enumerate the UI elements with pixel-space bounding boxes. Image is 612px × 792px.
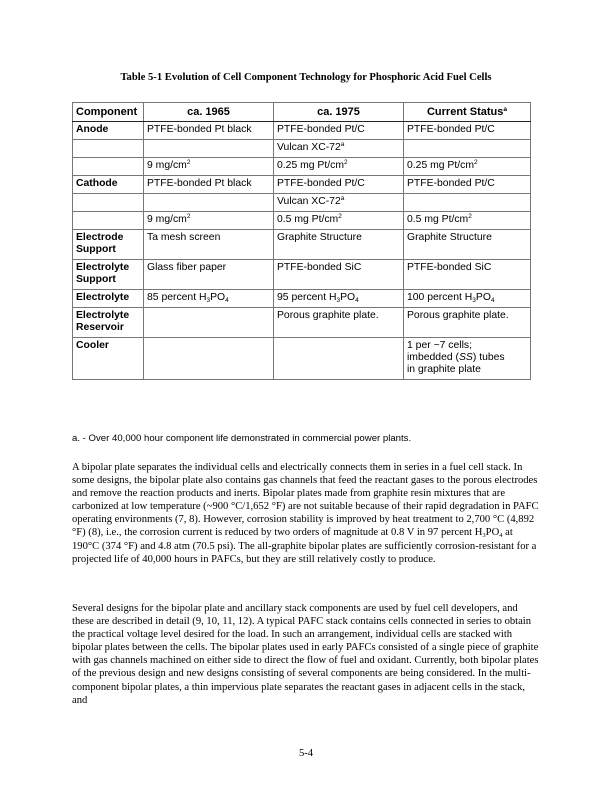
body-paragraph: Several designs for the bipolar plate and ancillary stack components are used by fuel cell developers, and these are described in detail (9, 10, 11, 12). A typical PAFC stack contains cells connected in series to obtain the practical voltage level desired for the load. In such an arrangement, individual cells are stacked with bipolar plates between the cells. The bipolar plates used in early PAFCs consisted of a single piece of graphite with gas channels machined on either side to direct the flow of fuel and oxidant. Currently, both bipolar plates of the previous design and new designs consisting of several components are being considered. In the multi-component bipolar plates, a thin impervious plate separates the reactant gases in adjacent cells in the stack, and — [72, 603, 539, 706]
component-technology-table — [72, 102, 531, 380]
table-row: Electrolyte Support Glass fiber paper PTFE-bonded SiC PTFE-bonded SiC — [73, 260, 531, 290]
header-component: Component — [73, 103, 144, 122]
table-row: Cathode PTFE-bonded Pt black PTFE-bonded Pt/C PTFE-bonded Pt/C — [73, 176, 531, 194]
table-footnote: a. - Over 40,000 hour component life demonstrated in commercial power plants. — [72, 433, 412, 444]
header-current-status: Current Status$^a$ — [404, 103, 531, 122]
table-row: Anode PTFE-bonded Pt black PTFE-bonded Pt/C PTFE-bonded Pt/C — [73, 122, 531, 140]
table-row: Vulcan XC-72$^a$ — [73, 140, 531, 158]
page-number: 5-4 — [298, 748, 314, 759]
cooler-current-cell: 1 per ~7 cells; imbedded (SS) tubes in graphite plate — [404, 338, 531, 380]
table-row: Electrolyte Reservoir Porous graphite plate. Porous graphite plate. — [73, 308, 531, 338]
table-row: 9 $mg/cm^2$ 0.5 mg $Pt/cm^2$ 0.5 mg $Pt/cm^2$ — [73, 212, 531, 230]
table-row: Vulcan XC-72$^a$ — [73, 194, 531, 212]
table-header-row — [73, 103, 531, 122]
body-paragraph: A bipolar plate separates the individual cells and electrically connects them in series in a fuel cell stack. In some designs, the bipolar plate also contains gas channels that feed the reactant gases to the porous electrodes and remove the reaction products and inerts. Bipolar plates made from graphite resin mixtures that are carbonized at low temperature (~900 °C/1,652 °F) are not suitable because of their rapid degradation in PAFC operating environments (7, 8). However, corrosion stability is improved by heat treatment to 2,700 °C (4,892 °F) (8), i.e., the corrosion current is reduced by two orders of magnitude at 0.8 V in 97 percent $H_3PO_4$ at 190°C (374 °F) and 4.8 atm (70.5 psi). The all-graphite bipolar plates are sufficiently corrosion-resistant for a projected life of 40,000 hours in PAFCs, but they are still relatively costly to produce. — [72, 462, 539, 565]
footnote-marker: a — [503, 106, 508, 113]
header-1975: ca. 1975 — [274, 103, 404, 122]
table-row: Cooler 1 per ~7 cells; imbedded (SS) tubes in graphite plate — [73, 338, 531, 380]
header-1965: ca. 1965 — [144, 103, 274, 122]
table-row: Electrolyte 85 percent $H_3PO_4$ 95 percent $H_3PO_4$ 100 percent $H_3PO_4$ — [73, 290, 531, 308]
table-row: Electrode Support Ta mesh screen Graphite Structure Graphite Structure — [73, 230, 531, 260]
table-row: 9 $mg/cm^2$ 0.25 mg $Pt/cm^2$ 0.25 mg $Pt/cm^2$ — [73, 158, 531, 176]
table-caption: Table 5-1 Evolution of Cell Component Technology for Phosphoric Acid Fuel Cells — [120, 72, 492, 83]
